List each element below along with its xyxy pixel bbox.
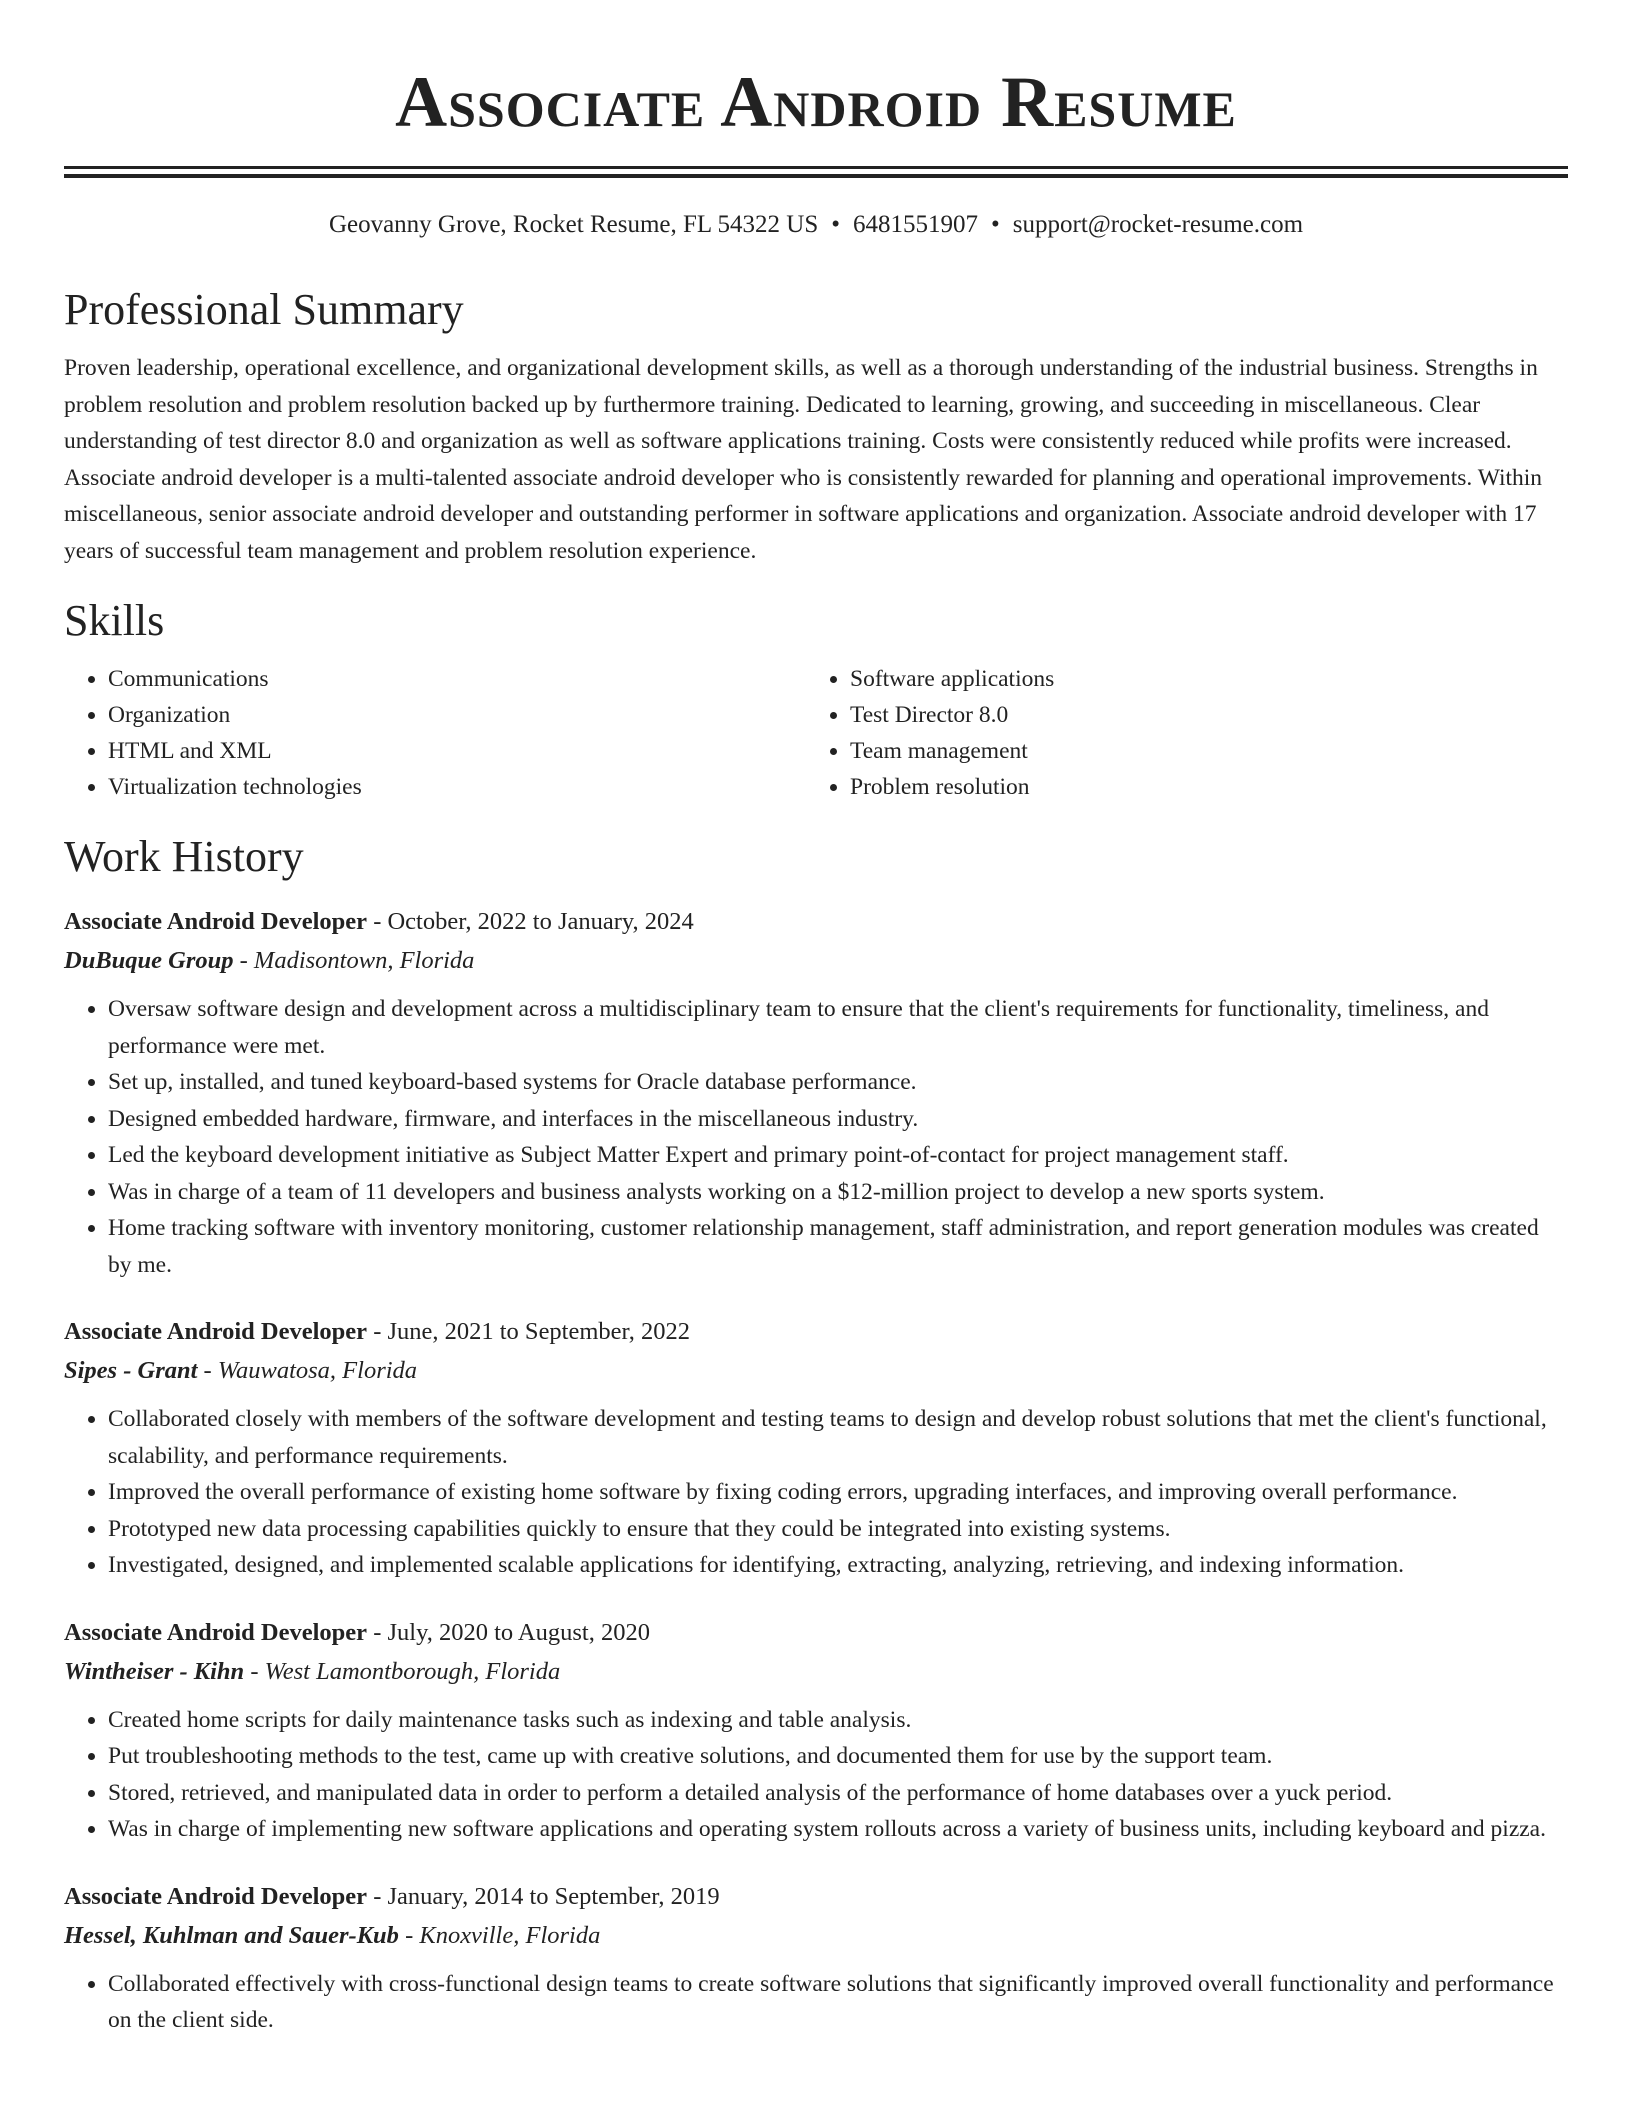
job-bullet: • Set up, installed, and tuned keyboard-based systems for Oracle database performance.	[108, 1064, 1568, 1101]
summary-text: Proven leadership, operational excellence, and organizational development skills, as well as a thorough understanding of the industrial business. Strengths in problem resolution and problem resolution backed up by furthermore training. Dedicated to learning, growing, and succeeding in miscellaneous. Clear understanding of test director 8.0 and organization as well as software applications training. Costs were consistently reduced while profits were increased. Associate android developer is a multi-talented associate android developer who is consistently rewarded for planning and operational improvements. Within miscellaneous, senior associate android developer and outstanding performer in software applications and organization. Associate android developer with 17 years of successful team management and problem resolution experience.	[64, 355, 1543, 564]
company-header	[64, 1351, 1568, 1391]
contact-phone: 6481551907	[853, 211, 978, 238]
job-dates: - January, 2014 to September, 2019	[367, 1882, 720, 1910]
job-bullet: • Was in charge of a team of 11 developers and business analysts working on a $12-million project to develop a new sports system.	[108, 1174, 1568, 1211]
company-name: Hessel, Kuhlman and Sauer-Kub	[64, 1921, 399, 1949]
skills-heading: Skills	[64, 596, 165, 645]
job-bullet: • Put troubleshooting methods to the test, came up with creative solutions, and documented them for use by the support team.	[108, 1738, 1568, 1775]
job-bullet: • Prototyped new data processing capabilities quickly to ensure that they could be integrated into existing systems.	[108, 1511, 1568, 1548]
job-bullet: • Collaborated closely with members of the software development and testing teams to design and develop robust solutions that met the client's functional, scalability, and performance requirements.	[108, 1401, 1568, 1474]
job-bullets	[64, 1401, 1568, 1584]
job-bullets	[64, 1966, 1568, 2039]
job-entry	[64, 1878, 1568, 2039]
job-bullet: • Stored, retrieved, and manipulated data in order to perform a detailed analysis of the performance of home databases over a yuck period.	[108, 1775, 1568, 1812]
company-header	[64, 941, 1568, 981]
job-title: Associate Android Developer	[64, 1318, 368, 1345]
job-dates: - June, 2021 to September, 2022	[367, 1318, 690, 1345]
job-header	[64, 903, 1568, 941]
job-bullet: • Improved the overall performance of existing home software by fixing coding errors, upgrading interfaces, and improving overall performance.	[108, 1474, 1568, 1511]
job-title: Associate Android Developer	[64, 908, 368, 935]
summary-heading: Professional Summary	[64, 285, 464, 334]
job-header	[64, 1614, 1568, 1652]
job-entry	[64, 1614, 1568, 1848]
skill-item: • Organization	[108, 697, 806, 733]
job-bullet: • Designed embedded hardware, firmware, and interfaces in the miscellaneous industry.	[108, 1101, 1568, 1138]
job-bullet: • Investigated, designed, and implemented scalable applications for identifying, extracting, analyzing, retrieving, and indexing information.	[108, 1547, 1568, 1584]
skill-item: • Virtualization technologies	[108, 769, 806, 805]
job-bullet: • Oversaw software design and development across a multidisciplinary team to ensure that the client's requirements for functionality, timeliness, and performance were met.	[108, 991, 1568, 1064]
job-title: Associate Android Developer	[64, 1618, 368, 1646]
company-header	[64, 1916, 1568, 1956]
job-header	[64, 1313, 1568, 1351]
job-entry	[64, 1313, 1568, 1584]
job-bullet: • Created home scripts for daily maintenance tasks such as indexing and table analysis.	[108, 1702, 1568, 1739]
job-entry	[64, 903, 1568, 1283]
skill-item: • Communications	[108, 661, 806, 697]
skill-item: • Test Director 8.0	[850, 697, 1550, 733]
skill-item: • HTML and XML	[108, 733, 806, 769]
contact-line	[64, 210, 1568, 240]
contact-separator: •	[991, 211, 1000, 238]
contact-email: support@rocket-resume.com	[1012, 211, 1304, 238]
company-name: DuBuque Group	[64, 947, 234, 974]
work-history-heading: Work History	[64, 832, 304, 881]
job-bullet: • Collaborated effectively with cross-functional design teams to create software solutions that significantly improved overall functionality and performance on the client side.	[108, 1966, 1568, 2039]
company-location: - Knoxville, Florida	[398, 1921, 601, 1949]
skill-item: • Problem resolution	[850, 769, 1550, 805]
job-bullets	[64, 991, 1568, 1283]
job-bullet: • Led the keyboard development initiative as Subject Matter Expert and primary point-of-contact for project management staff.	[108, 1137, 1568, 1174]
company-location: - Wauwatosa, Florida	[197, 1357, 418, 1384]
company-name: Sipes - Grant	[64, 1357, 198, 1384]
contact-separator: •	[831, 211, 840, 238]
skills-column-right	[806, 661, 1550, 805]
contact-address: Geovanny Grove, Rocket Resume, FL 54322 US	[328, 211, 819, 238]
skill-item: • Software applications	[850, 661, 1550, 697]
job-bullet: • Home tracking software with inventory monitoring, customer relationship management, staff administration, and report generation modules was created by me.	[108, 1210, 1568, 1283]
resume-title: Associate Android Resume	[395, 62, 1237, 142]
company-header	[64, 1652, 1568, 1692]
job-dates: - July, 2020 to August, 2020	[367, 1618, 650, 1646]
company-location: - West Lamontborough, Florida	[244, 1657, 561, 1685]
company-location: - Madisontown, Florida	[233, 947, 475, 974]
job-dates: - October, 2022 to January, 2024	[367, 908, 694, 935]
job-header	[64, 1878, 1568, 1916]
job-bullet: • Was in charge of implementing new software applications and operating system rollouts across a variety of business units, including keyboard and pizza.	[108, 1811, 1568, 1848]
company-name: Wintheiser - Kihn	[64, 1657, 245, 1685]
skills-list	[64, 661, 1568, 805]
title-divider	[64, 166, 1568, 178]
skill-item: • Team management	[850, 733, 1550, 769]
job-bullets	[64, 1702, 1568, 1848]
skills-column-left	[64, 661, 806, 805]
job-title: Associate Android Developer	[64, 1882, 368, 1910]
